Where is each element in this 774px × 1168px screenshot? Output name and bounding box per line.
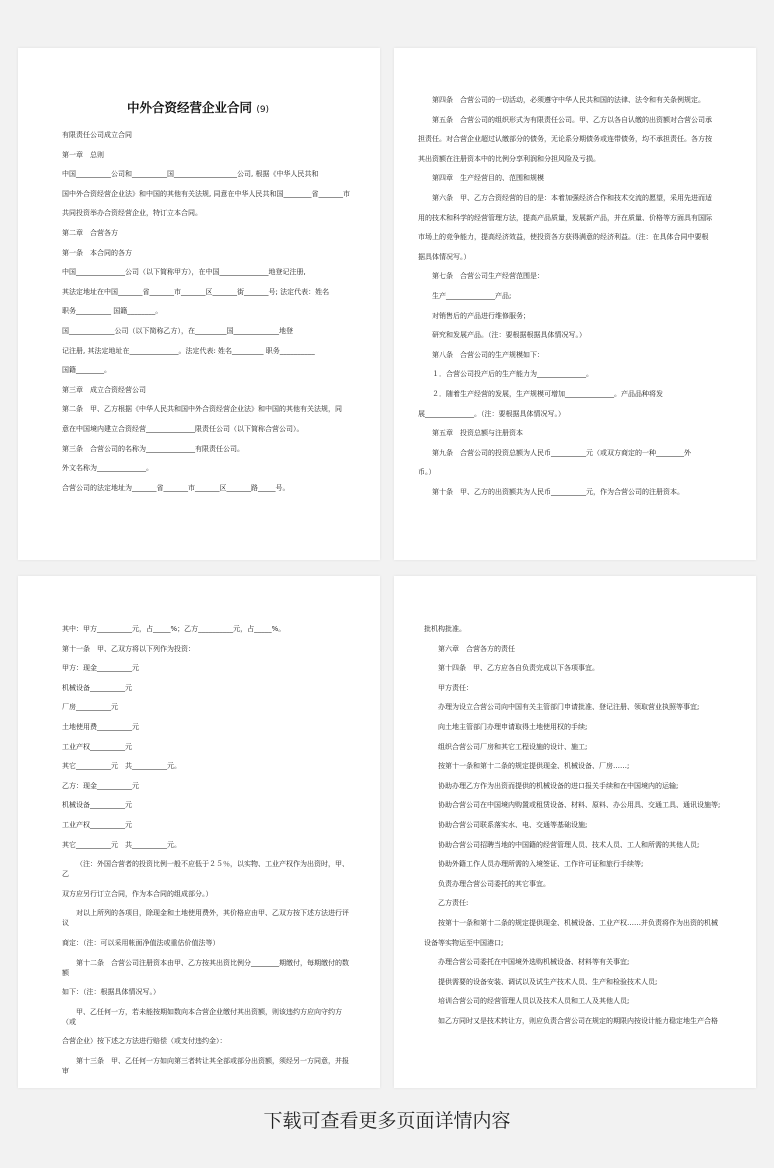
document-line: 第七条 合营公司生产经营范围是： [432, 272, 544, 281]
document-line: 第五条 合营公司的组织形式为有限责任公司。甲、乙方以各自认缴的出资额对合营公司承 [432, 115, 712, 124]
document-line: 其它__________元 共__________元。 [62, 840, 181, 849]
document-line: 第六章 合营各方的责任 [438, 644, 515, 653]
document-line: 记注册, 其法定地址在______________。法定代表: 姓名_________ 职务__________ [62, 346, 315, 355]
document-line: 甲、乙任何一方，若未能按期如数向本合营企业缴付其出资额，则该违约方应向守约方（或 [62, 1007, 342, 1026]
document-line: 意在中国境内建立合资经营______________限责任公司（以下简称合营公司）。 [62, 424, 304, 433]
document-line: 设备等实物运至中国港口; [424, 938, 504, 947]
document-line: 第二条 甲、乙方根据《中华人民共和国中外合资经营企业法》和中国的其他有关法规，同 [62, 405, 342, 414]
document-line: 双方应另行订立合同，作为本合同的组成部分。） [62, 889, 213, 898]
document-line: 第三章 成立合资经营公司 [62, 385, 146, 394]
document-line: 担责任。对合营企业超过认缴部分的债务，无论系分期债务或连带债务，均不承担责任。各方按 [418, 135, 712, 144]
document-line: 生产______________产品; [432, 291, 512, 300]
document-line: 机械设备__________元 [62, 801, 132, 810]
document-line: 甲方：现金__________元 [62, 664, 139, 673]
document-line: 第十条 甲、乙方的出资额共为人民币__________元，作为合营公司的注册资本。 [432, 487, 684, 496]
document-line: 甲方责任： [438, 683, 473, 692]
document-line: 共同投资举办合资经营企业，特订立本合同。 [62, 209, 202, 218]
document-line: 土地使用费__________元 [62, 722, 139, 731]
document-line: 向土地主管部门办理申请取得土地使用权的手续; [438, 722, 588, 731]
document-page-2 [394, 48, 756, 560]
document-line: 国中外合资经营企业法》和中国的其他有关法规, 同意在中华人民共和国________省_______市 [62, 189, 350, 198]
page-body [424, 624, 730, 1026]
document-line: 按第十一条和第十二条的规定提供现金、机械设备、厂房……; [438, 762, 630, 771]
document-line: 市场上的竞争能力，提高经济效益，使投资各方获得满意的经济利益。（注：在具体合同中要根 [418, 233, 709, 242]
page-body [418, 95, 730, 497]
document-line: 工业产权__________元 [62, 820, 132, 829]
page-body [62, 624, 354, 1076]
document-line: 国_____________公司（以下简称乙方），在_________国_____________地登 [62, 326, 293, 335]
document-line: 第十四条 甲、乙方应各自负责完成以下各项事宜。 [438, 664, 599, 673]
document-line: 第八条 合营公司的生产规模如下： [432, 350, 544, 359]
document-line: 协助办理乙方作为出资而提供的机械设备的进口报关手续和在中国境内的运输; [438, 781, 679, 790]
document-page-4 [394, 576, 756, 1088]
document-line: 第六条 甲、乙方合资经营的目的是：本着加强经济合作和技术交流的愿望，采用先进而适 [432, 193, 712, 202]
document-line: 按第十一条和第十二条的规定提供现金、机械设备、工业产权……并负责将作为出资的机械 [438, 918, 718, 927]
document-line: 提供需要的设备安装、调试以及试生产技术人员、生产和检验技术人员; [438, 977, 658, 986]
document-line: 如乙方同时又是技术转让方，则应负责合营公司在规定的期限内按设计能力稳定地生产合格 [438, 1016, 718, 1025]
title-number: (9) [256, 105, 270, 115]
document-line: 办理为设立合营公司向中国有关主管部门申请批准、登记注册、领取营业执照等事宜; [438, 703, 700, 712]
document-line: 协助合营公司招聘当地的中国籍的经营管理人员、技术人员、工人和所需的其他人员; [438, 840, 700, 849]
document-line: 外文名称为______________。 [62, 464, 153, 473]
document-line: （注：外国合营者的投资比例一般不应低于２５％，以实物、工业产权作为出资时，甲、乙 [62, 860, 349, 879]
document-line: 乙方责任: [438, 899, 469, 908]
download-more-caption[interactable]: 下载可查看更多页面详情内容 [263, 1110, 511, 1132]
document-line: 对以上所列的各项目，除现金和土地使用费外，其价格应由甲、乙双方按下述方法进行评议 [62, 909, 349, 928]
document-line: 如下：（注：根据具体情况写。） [62, 988, 160, 997]
document-line: 第三条 合营公司的名称为______________有限责任公司。 [62, 444, 244, 453]
document-line: 用的技术和科学的经营管理方法，提高产品质量，发展新产品，并在质量、价格等方面具有国际 [418, 213, 712, 222]
document-line: 协助外籍工作人员办理所需的入境签证、工作许可证和旅行手续等; [438, 860, 644, 869]
document-line: 第十一条 甲、乙双方将以下列作为投资： [62, 644, 195, 653]
document-line: 合营企业）按下述之方法进行赔偿（或支付违约金）： [62, 1037, 227, 1046]
document-line: 办理合营公司委托在中国境外选购机械设备、材料等有关事宜; [438, 958, 630, 967]
document-line: 第二章 合营各方 [62, 228, 118, 237]
page-body [62, 130, 354, 493]
document-line: 商定：（注：可以采用帐面净值法或重估价值法等） [62, 938, 220, 947]
document-line: 乙方：现金__________元 [62, 781, 139, 790]
document-line: 其法定地址在中国_______省_______市_______区_______街_______号; 法定代表：姓名 [62, 287, 330, 296]
document-line: １．合营公司投产后的生产能力为______________。 [432, 370, 593, 379]
document-line: 其中：甲方__________元，占_____%；乙方__________元，占_____%。 [62, 625, 286, 633]
document-line: 第十三条 甲、乙任何一方如向第三者转让其全部或部分出资额，须经另一方同意，并报审 [62, 1056, 349, 1075]
document-line: 协助合营公司在中国境内购置或租赁设备、材料、原料、办公用具、交通工具、通讯设施等; [438, 801, 721, 810]
document-line: 厂房__________元 [62, 703, 118, 712]
document-page-3 [18, 576, 380, 1088]
document-line: 协助合营公司联系落实水、电、交通等基础设施; [438, 820, 588, 829]
document-line: 职务__________ 国籍________。 [62, 307, 163, 316]
document-line: 机械设备__________元 [62, 683, 132, 692]
document-line: ２．随着生产经营的发展，生产规模可增加______________。产品品种将发 [432, 389, 663, 398]
document-line: 合营公司的法定地址为_______省_______市_______区_______路_____号。 [62, 483, 290, 492]
document-line: 第十二条 合营公司注册资本由甲、乙方按其出资比例分________期缴付，每期缴付的数额 [62, 958, 349, 977]
document-line: 中国______________公司（以下简称甲方），在中国______________地登记注册, [62, 268, 306, 277]
document-line: 有限责任公司成立合同 [62, 131, 132, 139]
title-text: 中外合资经营企业合同 [126, 100, 252, 115]
document-line: 币。） [418, 468, 436, 477]
document-line: 展______________。（注：要根据具体情况写。） [418, 409, 565, 418]
document-line: 负责办理合营公司委托的其它事宜。 [438, 879, 550, 888]
document-line: 其出资额在注册资本中的比例分享利润和分担风险及亏损。 [418, 154, 600, 163]
document-line: 中国__________公司和__________国__________________公司, 根据《中华人民共和 [62, 170, 319, 179]
document-page-1 [18, 48, 380, 560]
document-line: 批机构批准。 [424, 625, 466, 633]
document-line: 研究和发展产品。（注：要根据根据具体情况写。） [432, 331, 586, 340]
document-line: 第一章 总则 [62, 150, 104, 159]
document-line: 国籍________。 [62, 366, 111, 375]
document-line: 第九条 合营公司的投资总额为人民币__________元（或双方商定的一种________外 [432, 448, 691, 457]
document-title [62, 98, 354, 116]
document-line: 其它__________元 共__________元。 [62, 762, 181, 771]
document-line: 第五章 投资总额与注册资本 [432, 429, 523, 438]
document-line: 工业产权__________元 [62, 742, 132, 751]
document-line: 培训合营公司的经营管理人员以及技术人员和工人及其他人员; [438, 997, 630, 1006]
document-line: 对销售后的产品进行维修服务； [432, 311, 530, 320]
document-line: 组织合营公司厂房和其它工程设施的设计、施工; [438, 742, 588, 751]
document-line: 第四条 合营公司的一切活动，必须遵守中华人民共和国的法律、法令和有关条例规定。 [432, 96, 705, 104]
document-line: 据具体情况写。） [418, 252, 471, 261]
document-line: 第一条 本合同的各方 [62, 248, 132, 257]
document-line: 第四章 生产经营目的、范围和规模 [432, 174, 544, 183]
